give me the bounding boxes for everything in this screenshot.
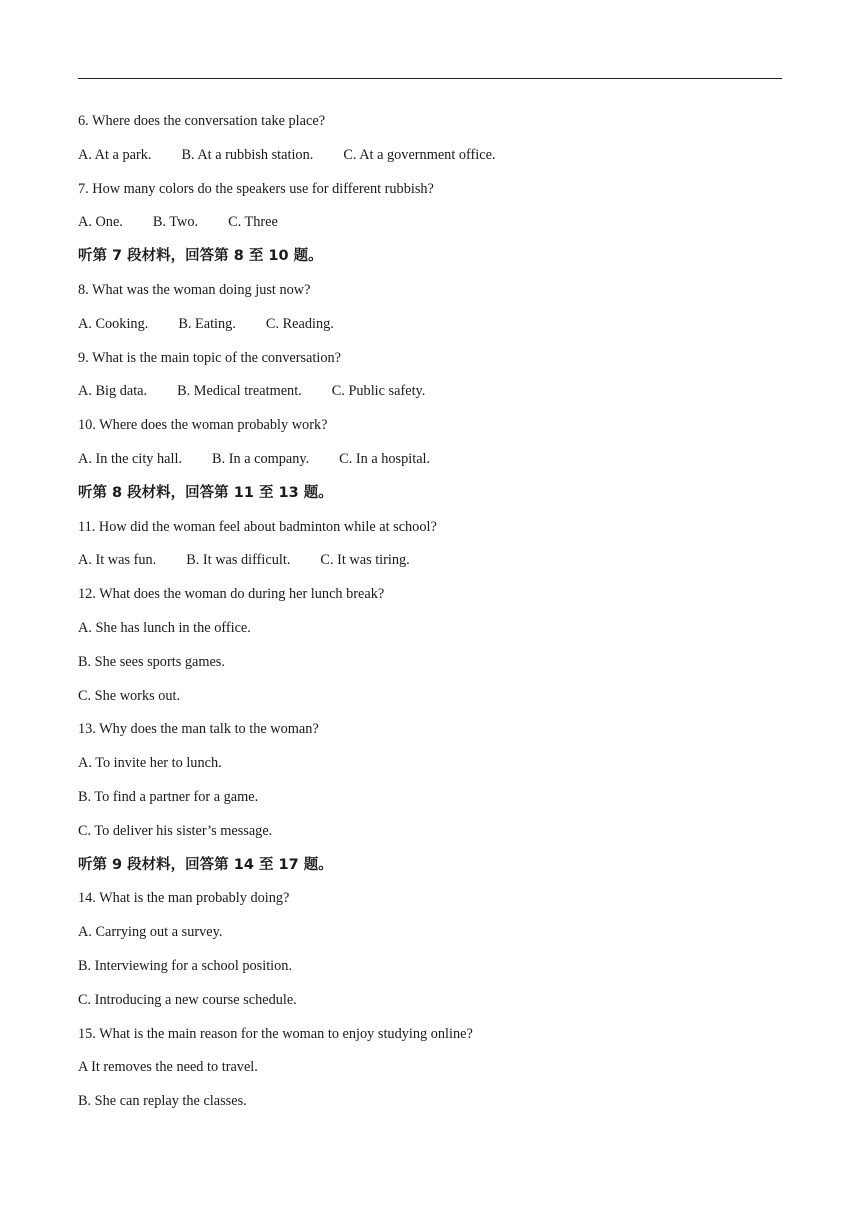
option-row — [78, 212, 782, 246]
option-text: A. She has lunch in the office. — [78, 619, 251, 636]
option-row — [78, 381, 782, 415]
option-text: B. Eating. — [178, 315, 236, 332]
option-text: B. She can replay the classes. — [78, 1093, 247, 1110]
section-heading: 听第 9 段材料，回答第 14 至 17 题。 — [78, 856, 333, 873]
option-text: B. In a company. — [212, 450, 310, 467]
exam-content — [78, 111, 782, 1125]
option-text: B. It was difficult. — [186, 552, 291, 569]
option-text: C. Introducing a new course schedule. — [78, 991, 297, 1008]
question-text: 9. What is the main topic of the conversation? — [78, 349, 341, 366]
option-text: C. At a government office. — [343, 146, 496, 163]
option-text: A It removes the need to travel. — [78, 1059, 258, 1076]
section-heading: 听第 7 段材料，回答第 8 至 10 题。 — [78, 248, 323, 265]
question-text: 11. How did the woman feel about badminton while at school? — [78, 518, 437, 535]
option-text: C. To deliver his sister’s message. — [78, 822, 273, 839]
option-text: A. It was fun. — [78, 552, 157, 569]
option-text: B. At a rubbish station. — [181, 146, 314, 163]
question-text: 14. What is the man probably doing? — [78, 890, 290, 907]
option-row — [78, 314, 782, 348]
option-text: A. In the city hall. — [78, 450, 183, 467]
question-text: 13. Why does the man talk to the woman? — [78, 721, 319, 738]
question-text: 15. What is the main reason for the woman to enjoy studying online? — [78, 1025, 473, 1042]
question-text: 12. What does the woman do during her lunch break? — [78, 586, 385, 603]
question-text: 6. Where does the conversation take place? — [78, 113, 326, 129]
option-text: B. She sees sports games. — [78, 653, 225, 670]
option-row — [78, 145, 782, 179]
question-text: 10. Where does the woman probably work? — [78, 417, 328, 434]
option-text: A. To invite her to lunch. — [78, 755, 222, 772]
option-text: C. She works out. — [78, 687, 181, 704]
option-text: A. At a park. — [78, 146, 152, 163]
option-text: A. Big data. — [78, 383, 148, 400]
question-text: 7. How many colors do the speakers use for different rubbish? — [78, 180, 434, 197]
option-text: C. Reading. — [265, 315, 334, 332]
option-text: C. Public safety. — [331, 383, 426, 400]
section-heading: 听第 8 段材料，回答第 11 至 13 题。 — [78, 484, 333, 501]
option-row — [78, 550, 782, 584]
option-text: C. In a hospital. — [339, 450, 431, 467]
option-text: C. Three — [228, 214, 278, 231]
option-text: A. Cooking. — [78, 315, 149, 332]
option-text: B. Medical treatment. — [177, 383, 302, 400]
option-text: C. It was tiring. — [320, 552, 410, 569]
question-text: 8. What was the woman doing just now? — [78, 281, 311, 298]
option-row — [78, 449, 782, 483]
option-text: A. Carrying out a survey. — [78, 924, 223, 941]
option-text: B. To find a partner for a game. — [78, 788, 259, 805]
option-text: A. One. — [78, 214, 123, 231]
option-text: B. Interviewing for a school position. — [78, 957, 293, 974]
option-text: B. Two. — [152, 214, 199, 231]
header-rule — [78, 78, 782, 79]
